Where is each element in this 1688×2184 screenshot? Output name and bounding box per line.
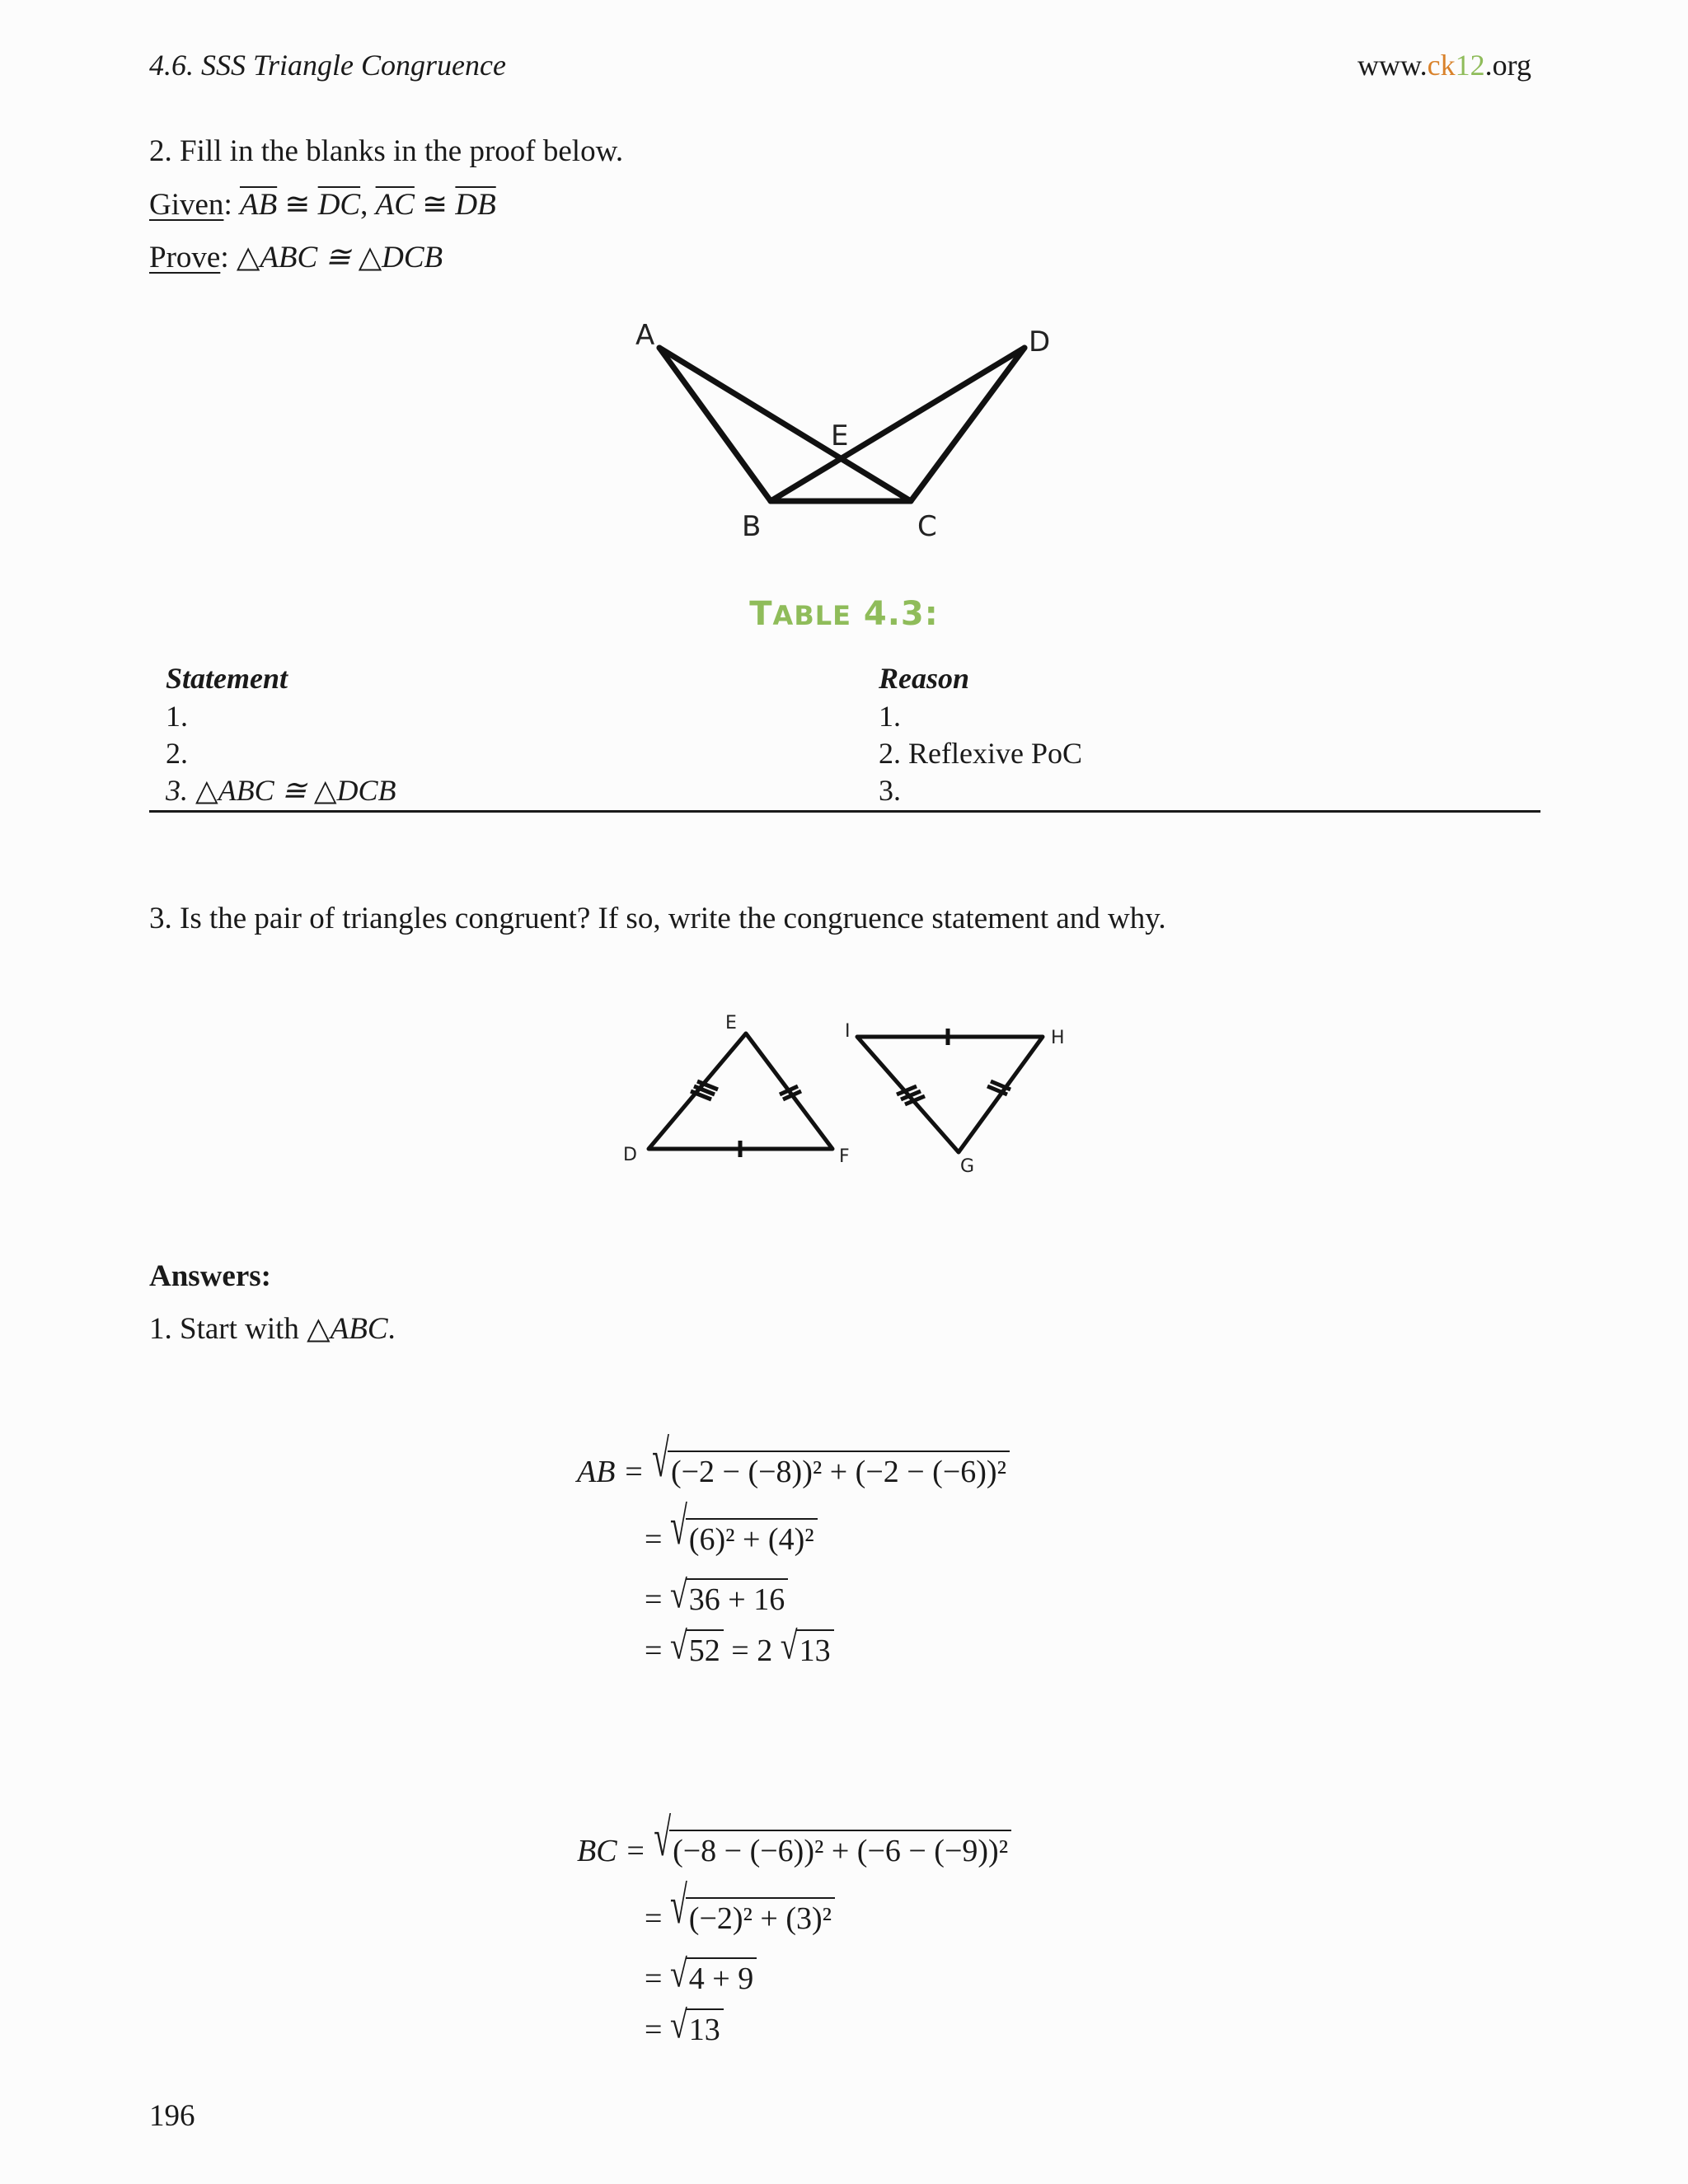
label-b: B xyxy=(742,510,762,543)
label-c: C xyxy=(917,510,937,543)
label-e: E xyxy=(831,419,849,452)
label-g: G xyxy=(960,1156,975,1177)
ab-line-3: = √36 + 16 xyxy=(645,1578,788,1618)
header-statement: Statement xyxy=(166,662,288,695)
prove-line: Prove: △ABC ≅ △DCB xyxy=(149,241,443,274)
section-header: 4.6. SSS Triangle Congruence xyxy=(149,49,506,82)
given-line: Given: $\overline{AB}$ ≅ $\overline{DC}$, $\overline{AC}$ ≅ $\overline{DB}$ xyxy=(149,188,496,222)
label-a: A xyxy=(635,319,655,352)
reason-cell: 2. Reflexive PoC xyxy=(879,737,1082,770)
label-h: H xyxy=(1051,1028,1065,1048)
statement-cell: 2. xyxy=(166,737,188,770)
header-reason: Reason xyxy=(879,662,970,695)
bc-line-4: = √13 xyxy=(645,2008,724,2048)
bc-line-3: = √4 + 9 xyxy=(645,1957,757,1997)
answer-1-line: 1. Start with △ABC. xyxy=(149,1312,396,1346)
statement-cell: 1. xyxy=(166,700,188,733)
table-row xyxy=(149,699,1540,736)
reason-cell: 1. xyxy=(879,700,901,733)
ab-line-1: AB = √(−2 − (−8))² + (−2 − (−6))² xyxy=(577,1451,1010,1490)
table-row xyxy=(149,736,1540,773)
table-row xyxy=(149,773,1540,812)
statement-cell: 3. △ABC ≅ △DCB xyxy=(149,773,862,812)
segment-dc xyxy=(911,348,1025,501)
label-f: F xyxy=(839,1146,850,1167)
table-caption: TABLE 4.3: xyxy=(749,595,939,633)
triangle-def xyxy=(649,1033,832,1149)
answers-heading: Answers: xyxy=(149,1259,271,1293)
table-header-row xyxy=(149,661,1540,699)
triangle-pair-figure xyxy=(0,989,1688,1179)
bc-line-2: = √(−2)² + (3)² xyxy=(645,1897,835,1937)
label-e: E xyxy=(725,1013,737,1033)
problem-2-text: 2. Fill in the blanks in the proof below. xyxy=(149,134,624,168)
problem-3-text: 3. Is the pair of triangles congruent? If so, write the congruence statement and why. xyxy=(149,902,1166,935)
bc-line-1: BC = √(−8 − (−6))² + (−6 − (−9))² xyxy=(577,1830,1011,1869)
segment-db xyxy=(771,348,1025,501)
label-i: I xyxy=(845,1021,851,1042)
proof-table xyxy=(149,661,1540,813)
ab-line-4: = √52 = 2 √13 xyxy=(645,1629,834,1669)
label-d: D xyxy=(623,1145,637,1165)
reason-cell: 3. xyxy=(862,773,1540,812)
site-url[interactable]: www.ck12.org xyxy=(1357,49,1531,82)
bowtie-figure xyxy=(0,0,1688,577)
segment-ac xyxy=(659,348,911,501)
label-d: D xyxy=(1029,326,1051,359)
page-number: 196 xyxy=(149,2099,195,2133)
ab-line-2: = √(6)² + (4)² xyxy=(645,1518,818,1558)
triangle-ihg xyxy=(857,1037,1043,1152)
segment-ab xyxy=(659,348,771,501)
